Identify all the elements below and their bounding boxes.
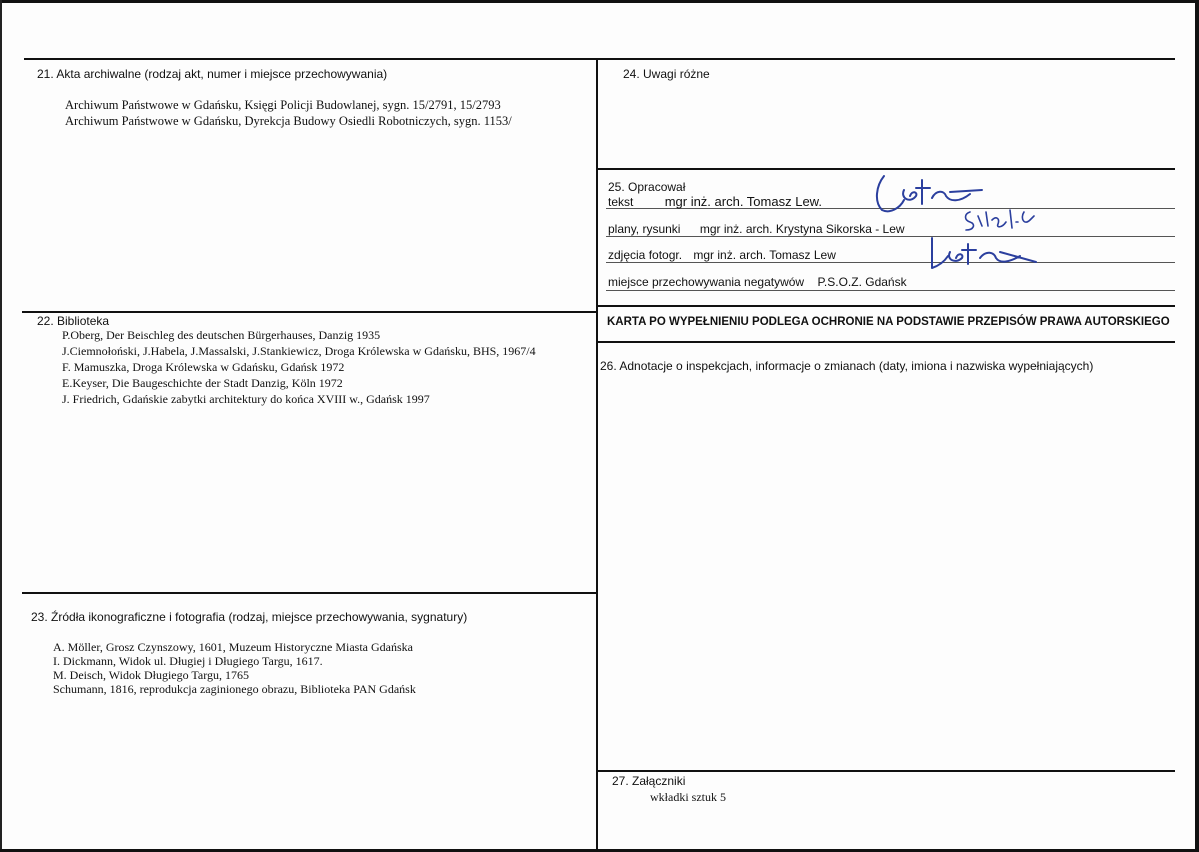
- list-item: J. Friedrich, Gdańskie zabytki architektury do końca XVIII w., Gdańsk 1997: [62, 392, 430, 406]
- list-item: I. Dickmann, Widok ul. Długiej i Długiego Targu, 1617.: [53, 654, 323, 668]
- list-item: J.Ciemnołoński, J.Habela, J.Massalski, J.Stankiewicz, Droga Królewska w Gdańsku, BHS, 1967/4: [62, 344, 536, 358]
- copyright-note: KARTA PO WYPEŁNIENIU PODLEGA OCHRONIE NA PODSTAWIE PRZEPISÓW PRAWA AUTORSKIEGO: [607, 316, 1170, 328]
- section-24-title: 24. Uwagi różne: [623, 67, 710, 81]
- section-23-title: 23. Źródła ikonograficzne i fotografia (rodzaj, miejsce przechowywania, sygnatury): [31, 610, 468, 624]
- section-25-title: 25. Opracował: [608, 180, 686, 194]
- credit-tekst-label: tekst: [608, 195, 634, 209]
- section-23-list: [53, 640, 416, 696]
- credit-miejsce-value: P.S.O.Z. Gdańsk: [817, 275, 907, 289]
- rule-21-22: [22, 311, 598, 313]
- frame-left-border: [0, 0, 2, 852]
- frame-right-border: [1195, 0, 1199, 852]
- section-22-list: [62, 327, 536, 407]
- credit-tekst-row: [608, 194, 822, 209]
- rule-22-23: [22, 592, 598, 594]
- list-item: Schumann, 1816, reprodukcja zaginionego obrazu, Biblioteka PAN Gdańsk: [53, 682, 416, 696]
- credit-plany-value: mgr inż. arch. Krystyna Sikorska - Lew: [699, 222, 905, 236]
- credit-miejsce-label: miejsce przechowywania negatywów: [608, 275, 805, 289]
- center-divider: [596, 58, 598, 850]
- rule-26-27: [598, 770, 1175, 772]
- top-rule: [24, 58, 1175, 60]
- list-item: P.Oberg, Der Beischleg des deutschen Bürgerhauses, Danzig 1935: [62, 328, 381, 342]
- rule-note-26: [598, 341, 1175, 343]
- credit-zdjecia-row: [608, 248, 836, 262]
- section-27-title: 27. Załączniki: [612, 774, 686, 788]
- underline-plany: [606, 236, 1175, 237]
- rule-25-note: [598, 305, 1175, 307]
- section-21-list: [65, 97, 512, 129]
- credit-zdjecia-label: zdjęcia fotogr.: [608, 248, 683, 262]
- credit-plany-row: [608, 222, 905, 236]
- credit-miejsce-row: [608, 275, 907, 289]
- list-item: M. Deisch, Widok Długiego Targu, 1765: [53, 668, 249, 682]
- section-26-title: 26. Adnotacje o inspekcjach, informacje o zmianach (daty, imiona i nazwiska wypełniających): [600, 359, 1094, 373]
- list-item: A. Möller, Grosz Czynszowy, 1601, Muzeum Historyczne Miasta Gdańska: [53, 640, 413, 654]
- credit-zdjecia-value: mgr inż. arch. Tomasz Lew: [693, 248, 836, 262]
- section-22-title: 22. Biblioteka: [37, 314, 110, 328]
- signature-zdjecia: [924, 230, 1044, 274]
- underline-miejsce: [606, 290, 1175, 291]
- list-item: E.Keyser, Die Baugeschichte der Stadt Danzig, Köln 1972: [62, 376, 343, 390]
- underline-zdjecia: [606, 262, 1175, 263]
- frame-top-border: [0, 0, 1199, 3]
- list-item: Archiwum Państwowe w Gdańsku, Księgi Policji Budowlanej, sygn. 15/2791, 15/2793: [65, 98, 501, 112]
- credit-tekst-value: mgr inż. arch. Tomasz Lew.: [664, 194, 822, 209]
- list-item: Archiwum Państwowe w Gdańsku, Dyrekcja Budowy Osiedli Robotniczych, sygn. 1153/: [65, 114, 512, 128]
- list-item: F. Mamuszka, Droga Królewska w Gdańsku, Gdańsk 1972: [62, 360, 345, 374]
- section-27-content: wkładki sztuk 5: [650, 790, 726, 804]
- credit-plany-label: plany, rysunki: [608, 222, 681, 236]
- section-21-title: 21. Akta archiwalne (rodzaj akt, numer i miejsce przechowywania): [37, 67, 388, 81]
